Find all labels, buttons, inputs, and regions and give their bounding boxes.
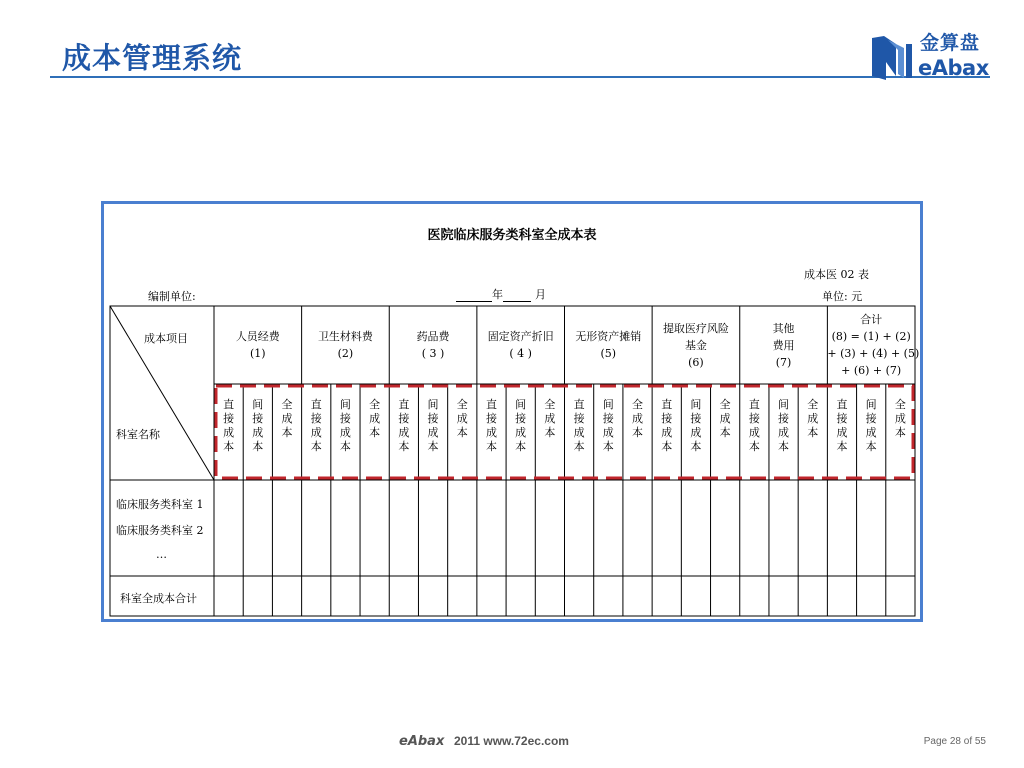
sub-header-cell: 直 接 成 本 (485, 398, 497, 453)
group-header-line-8: + (3) + (4) + (5) (827, 347, 920, 360)
table-row-label: 临床服务类科室 2 (116, 524, 204, 537)
sub-header-cell: 直 接 成 本 (661, 398, 673, 453)
group-header-line-8: (8) = (1) + (2) (831, 330, 911, 343)
group-header-line-5: 无形资产摊销 (575, 330, 642, 343)
sub-header-cell: 间 接 成 本 (690, 398, 702, 453)
sub-header-cell: 间 接 成 本 (339, 398, 351, 453)
logo-english-text: eAbax (918, 56, 989, 80)
footer-text: 2011 www.72ec.com (454, 734, 569, 748)
sub-header-cell: 直 接 成 本 (748, 398, 760, 453)
sub-header-cell: 全 成 本 (281, 398, 293, 439)
group-header-line-3: 药品费 (416, 330, 450, 343)
group-header-line-8: + (6) + (7) (841, 364, 902, 377)
prepared-by-label: 编制单位: (148, 290, 196, 303)
group-header-line-5: (5) (600, 347, 617, 360)
group-header-line-8: 合计 (860, 313, 883, 326)
sub-header-cell: 间 接 成 本 (778, 398, 790, 453)
sub-header-cell: 直 接 成 本 (223, 398, 235, 453)
footer-logo: eAbax (399, 734, 445, 749)
group-header-line-2: (2) (337, 347, 354, 360)
sub-header-cell: 间 接 成 本 (515, 398, 527, 453)
table-row-label: … (156, 548, 167, 561)
table-title: 医院临床服务类科室全成本表 (427, 228, 597, 243)
sub-header-cell: 直 接 成 本 (836, 398, 848, 453)
sub-header-cell: 间 接 成 本 (252, 398, 264, 453)
corner-bottom-label: 科室名称 (116, 428, 160, 441)
group-header-line-7: 其他 (772, 321, 795, 335)
slide-title: 成本管理系统 (62, 41, 243, 75)
sub-header-cell: 全 成 本 (456, 398, 468, 439)
group-header-line-7: 费用 (772, 338, 795, 352)
table-row-label: 临床服务类科室 1 (116, 498, 204, 511)
group-header-line-1: 人员经费 (235, 330, 280, 343)
sub-header-cell: 全 成 本 (369, 398, 381, 439)
group-header-line-2: 卫生材料费 (317, 330, 373, 343)
year-label: 年 (492, 288, 503, 301)
sub-header-cell: 全 成 本 (544, 398, 556, 439)
sub-header-cell: 直 接 成 本 (573, 398, 585, 453)
sub-header-cell: 间 接 成 本 (427, 398, 439, 453)
company-logo (868, 30, 992, 84)
table-figure (101, 201, 923, 622)
sub-header-cell: 直 接 成 本 (398, 398, 410, 453)
corner-top-label: 成本项目 (144, 332, 188, 345)
sub-header-cell: 全 成 本 (632, 398, 643, 439)
month-label: 月 (535, 288, 546, 301)
table-code: 成本医 02 表 (804, 268, 869, 281)
group-header-line-1: (1) (250, 347, 266, 360)
abacus-logo-icon (868, 32, 914, 82)
sub-header-cell: 直 接 成 本 (310, 398, 322, 453)
page-number: Page 28 of 55 (923, 736, 986, 747)
group-header-line-7: (7) (775, 355, 792, 369)
group-header-line-4: 固定资产折旧 (487, 330, 554, 343)
sub-header-cell: 间 接 成 本 (602, 398, 614, 453)
sub-header-cell: 全 成 本 (807, 398, 819, 439)
group-header-line-6: 基金 (684, 338, 707, 352)
logo-chinese-text: 金算盘 (920, 32, 981, 54)
group-header-line-3: ( 3 ) (421, 347, 445, 360)
sub-header-cell: 全 成 本 (719, 398, 731, 439)
sub-header-cell: 全 成 本 (894, 398, 906, 439)
group-header-line-4: ( 4 ) (509, 347, 532, 360)
title-divider (50, 76, 990, 78)
currency-unit: 单位: 元 (822, 290, 863, 303)
sub-header-cell: 间 接 成 本 (865, 398, 877, 453)
group-header-line-6: 提取医疗风险 (662, 321, 729, 335)
group-header-line-6: (6) (688, 355, 704, 369)
table-row-label: 科室全成本合计 (120, 592, 197, 605)
